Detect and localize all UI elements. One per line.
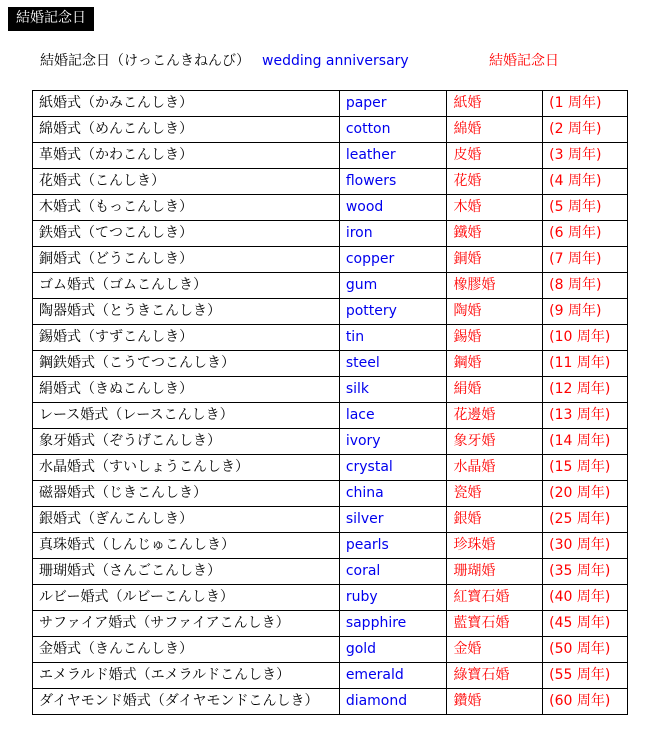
japanese-name-cell: 真珠婚式（しんじゅこんしき） bbox=[33, 533, 340, 559]
kanji-name-cell: 銀婚 bbox=[447, 507, 543, 533]
japanese-name-cell: 紙婚式（かみこんしき） bbox=[33, 91, 340, 117]
table-row bbox=[33, 247, 628, 273]
english-name-cell: paper bbox=[339, 91, 447, 117]
year-cell: (6 周年) bbox=[543, 221, 628, 247]
year-cell: (1 周年) bbox=[543, 91, 628, 117]
table-row bbox=[33, 169, 628, 195]
english-name-cell: ruby bbox=[339, 585, 447, 611]
japanese-name-cell: 金婚式（きんこんしき） bbox=[33, 637, 340, 663]
english-name-cell: gum bbox=[339, 273, 447, 299]
kanji-name-cell: 鐵婚 bbox=[447, 221, 543, 247]
year-cell: (15 周年) bbox=[543, 455, 628, 481]
table-row bbox=[33, 559, 628, 585]
year-cell: (25 周年) bbox=[543, 507, 628, 533]
table-row bbox=[33, 663, 628, 689]
kanji-name-cell: 金婚 bbox=[447, 637, 543, 663]
kanji-name-cell: 皮婚 bbox=[447, 143, 543, 169]
japanese-name-cell: 鉄婚式（てつこんしき） bbox=[33, 221, 340, 247]
table-row bbox=[33, 377, 628, 403]
japanese-name-cell: 珊瑚婚式（さんごこんしき） bbox=[33, 559, 340, 585]
year-cell: (3 周年) bbox=[543, 143, 628, 169]
kanji-name-cell: 綠寶石婚 bbox=[447, 663, 543, 689]
year-cell: (9 周年) bbox=[543, 299, 628, 325]
english-name-cell: lace bbox=[339, 403, 447, 429]
kanji-name-cell: 瓷婚 bbox=[447, 481, 543, 507]
japanese-name-cell: ゴム婚式（ゴムこんしき） bbox=[33, 273, 340, 299]
table-row bbox=[33, 351, 628, 377]
year-cell: (13 周年) bbox=[543, 403, 628, 429]
english-name-cell: diamond bbox=[339, 689, 447, 715]
english-name-cell: steel bbox=[339, 351, 447, 377]
year-cell: (14 周年) bbox=[543, 429, 628, 455]
english-name-cell: silk bbox=[339, 377, 447, 403]
heading bbox=[40, 52, 640, 70]
english-name-cell: pottery bbox=[339, 299, 447, 325]
anniversary-table-body bbox=[33, 91, 628, 715]
year-cell: (45 周年) bbox=[543, 611, 628, 637]
kanji-name-cell: 木婚 bbox=[447, 195, 543, 221]
english-name-cell: sapphire bbox=[339, 611, 447, 637]
table-row bbox=[33, 637, 628, 663]
table-row bbox=[33, 403, 628, 429]
english-name-cell: coral bbox=[339, 559, 447, 585]
heading-kanji: 結婚記念日 bbox=[489, 53, 559, 69]
year-cell: (2 周年) bbox=[543, 117, 628, 143]
english-name-cell: pearls bbox=[339, 533, 447, 559]
english-name-cell: iron bbox=[339, 221, 447, 247]
kanji-name-cell: 鑽婚 bbox=[447, 689, 543, 715]
japanese-name-cell: ルビー婚式（ルビーこんしき） bbox=[33, 585, 340, 611]
year-cell: (8 周年) bbox=[543, 273, 628, 299]
table-row bbox=[33, 455, 628, 481]
anniversary-table bbox=[32, 90, 628, 715]
table-row bbox=[33, 325, 628, 351]
kanji-name-cell: 花邊婚 bbox=[447, 403, 543, 429]
japanese-name-cell: 錫婚式（すずこんしき） bbox=[33, 325, 340, 351]
japanese-name-cell: 陶器婚式（とうきこんしき） bbox=[33, 299, 340, 325]
kanji-name-cell: 絹婚 bbox=[447, 377, 543, 403]
kanji-name-cell: 銅婚 bbox=[447, 247, 543, 273]
english-name-cell: flowers bbox=[339, 169, 447, 195]
kanji-name-cell: 紙婚 bbox=[447, 91, 543, 117]
heading-english: wedding anniversary bbox=[262, 53, 409, 69]
japanese-name-cell: 鋼鉄婚式（こうてつこんしき） bbox=[33, 351, 340, 377]
english-name-cell: cotton bbox=[339, 117, 447, 143]
table-row bbox=[33, 195, 628, 221]
year-cell: (55 周年) bbox=[543, 663, 628, 689]
table-row bbox=[33, 299, 628, 325]
table-row bbox=[33, 91, 628, 117]
year-cell: (7 周年) bbox=[543, 247, 628, 273]
kanji-name-cell: 水晶婚 bbox=[447, 455, 543, 481]
japanese-name-cell: 綿婚式（めんこんしき） bbox=[33, 117, 340, 143]
table-row bbox=[33, 507, 628, 533]
japanese-name-cell: 銀婚式（ぎんこんしき） bbox=[33, 507, 340, 533]
japanese-name-cell: 水晶婚式（すいしょうこんしき） bbox=[33, 455, 340, 481]
year-cell: (10 周年) bbox=[543, 325, 628, 351]
japanese-name-cell: ダイヤモンド婚式（ダイヤモンドこんしき） bbox=[33, 689, 340, 715]
table-row bbox=[33, 481, 628, 507]
kanji-name-cell: 紅寶石婚 bbox=[447, 585, 543, 611]
english-name-cell: silver bbox=[339, 507, 447, 533]
japanese-name-cell: エメラルド婚式（エメラルドこんしき） bbox=[33, 663, 340, 689]
kanji-name-cell: 珍珠婚 bbox=[447, 533, 543, 559]
page-title: 結婚記念日 bbox=[8, 7, 94, 31]
kanji-name-cell: 陶婚 bbox=[447, 299, 543, 325]
kanji-name-cell: 綿婚 bbox=[447, 117, 543, 143]
english-name-cell: wood bbox=[339, 195, 447, 221]
table-row bbox=[33, 611, 628, 637]
year-cell: (11 周年) bbox=[543, 351, 628, 377]
table-row bbox=[33, 689, 628, 715]
table-row bbox=[33, 533, 628, 559]
japanese-name-cell: 花婚式（こんしき） bbox=[33, 169, 340, 195]
heading-japanese: 結婚記念日（けっこんきねんび） bbox=[40, 53, 250, 69]
year-cell: (60 周年) bbox=[543, 689, 628, 715]
english-name-cell: crystal bbox=[339, 455, 447, 481]
english-name-cell: tin bbox=[339, 325, 447, 351]
kanji-name-cell: 藍寶石婚 bbox=[447, 611, 543, 637]
year-cell: (50 周年) bbox=[543, 637, 628, 663]
kanji-name-cell: 橡膠婚 bbox=[447, 273, 543, 299]
english-name-cell: gold bbox=[339, 637, 447, 663]
year-cell: (20 周年) bbox=[543, 481, 628, 507]
kanji-name-cell: 象牙婚 bbox=[447, 429, 543, 455]
kanji-name-cell: 鋼婚 bbox=[447, 351, 543, 377]
english-name-cell: china bbox=[339, 481, 447, 507]
year-cell: (4 周年) bbox=[543, 169, 628, 195]
table-row bbox=[33, 585, 628, 611]
year-cell: (35 周年) bbox=[543, 559, 628, 585]
kanji-name-cell: 珊瑚婚 bbox=[447, 559, 543, 585]
japanese-name-cell: 銅婚式（どうこんしき） bbox=[33, 247, 340, 273]
table-row bbox=[33, 429, 628, 455]
year-cell: (12 周年) bbox=[543, 377, 628, 403]
japanese-name-cell: 絹婚式（きぬこんしき） bbox=[33, 377, 340, 403]
japanese-name-cell: 革婚式（かわこんしき） bbox=[33, 143, 340, 169]
year-cell: (40 周年) bbox=[543, 585, 628, 611]
english-name-cell: leather bbox=[339, 143, 447, 169]
year-cell: (30 周年) bbox=[543, 533, 628, 559]
japanese-name-cell: 木婚式（もっこんしき） bbox=[33, 195, 340, 221]
table-row bbox=[33, 143, 628, 169]
japanese-name-cell: 象牙婚式（ぞうげこんしき） bbox=[33, 429, 340, 455]
kanji-name-cell: 錫婚 bbox=[447, 325, 543, 351]
english-name-cell: ivory bbox=[339, 429, 447, 455]
kanji-name-cell: 花婚 bbox=[447, 169, 543, 195]
japanese-name-cell: サファイア婚式（サファイアこんしき） bbox=[33, 611, 340, 637]
table-row bbox=[33, 221, 628, 247]
english-name-cell: emerald bbox=[339, 663, 447, 689]
japanese-name-cell: 磁器婚式（じきこんしき） bbox=[33, 481, 340, 507]
english-name-cell: copper bbox=[339, 247, 447, 273]
table-row bbox=[33, 273, 628, 299]
table-row bbox=[33, 117, 628, 143]
japanese-name-cell: レース婚式（レースこんしき） bbox=[33, 403, 340, 429]
year-cell: (5 周年) bbox=[543, 195, 628, 221]
